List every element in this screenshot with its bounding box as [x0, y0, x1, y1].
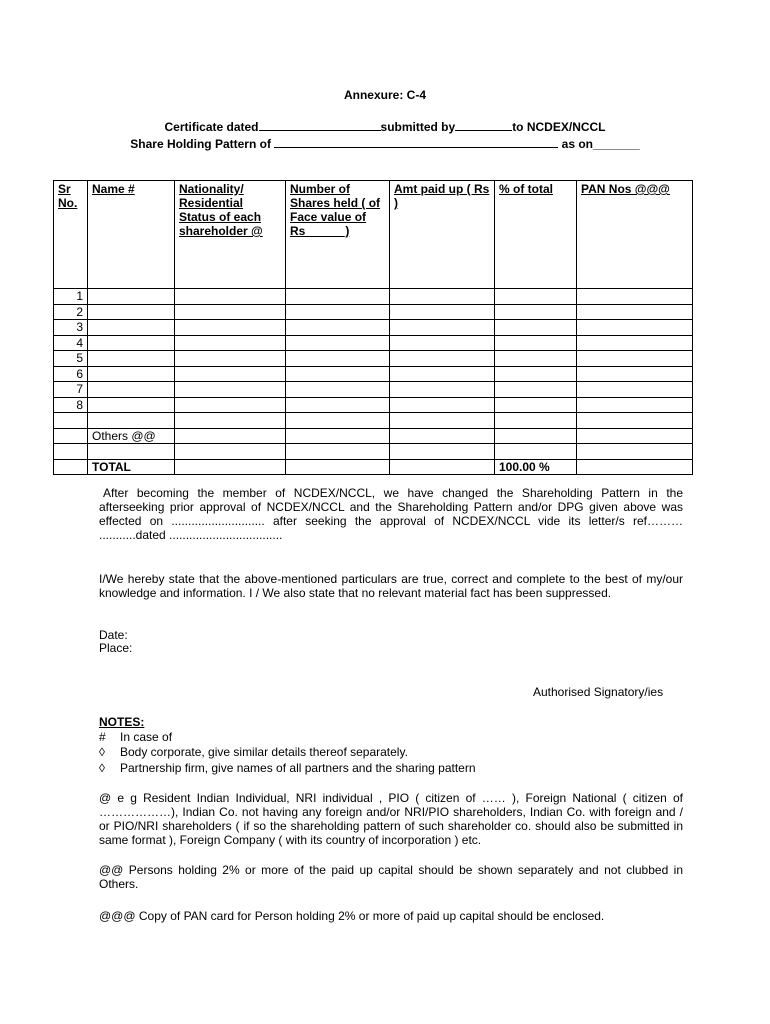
certificate-line: [0, 119, 770, 134]
shareholding-line: [0, 136, 770, 151]
shp-company-blank: [274, 136, 558, 148]
note-symbol: #: [99, 730, 106, 744]
row-number: 6: [54, 366, 88, 382]
col-header-shares-held: Number of Shares held ( of Face value of Rs______): [286, 181, 390, 289]
table-row-blank: [54, 413, 693, 429]
row-number: 2: [54, 304, 88, 320]
row-number: 7: [54, 382, 88, 398]
notes-heading: NOTES:: [99, 715, 145, 729]
note-text: Body corporate, give similar details thereof separately.: [120, 745, 408, 759]
date-label: Date:: [99, 628, 128, 642]
table-row-blank: [54, 444, 693, 460]
shp-suffix: as on_______: [561, 137, 640, 151]
table-row: [54, 335, 693, 351]
table-row: [54, 382, 693, 398]
row-number: 3: [54, 320, 88, 336]
col-header-nationality: Nationality/ Residential Status of each shareholder @: [175, 181, 286, 289]
row-number: 5: [54, 351, 88, 367]
place-label: Place:: [99, 641, 133, 655]
note-text: In case of: [120, 730, 173, 744]
authorised-signatory: Authorised Signatory/ies: [533, 685, 664, 699]
table-row: [54, 366, 693, 382]
cert-prefix: Certificate dated: [164, 120, 259, 134]
note-symbol: ◊: [99, 745, 105, 759]
row-number: 8: [54, 397, 88, 413]
table-row: [54, 304, 693, 320]
cert-date-blank: [259, 119, 381, 131]
note-symbol: ◊: [99, 761, 105, 775]
table-row-total: [54, 459, 693, 475]
change-paragraph: After becoming the member of NCDEX/NCCL, we have changed the Shareholding Pattern in the afterseeking prior approval of NCDEX/NCCL and the Shareholding Pattern and/or DPG given above was effected on ............................ after seeking the approval of NCDEX/NCCL vide its letter/s ref……… ...........dated ..................................: [99, 486, 683, 542]
table-row-others: [54, 428, 693, 444]
note-item: [99, 745, 683, 759]
table-row: [54, 289, 693, 305]
cert-suffix: to NCDEX/NCCL: [512, 120, 606, 134]
col-header-pan: PAN Nos @@@: [577, 181, 693, 289]
row-number: 1: [54, 289, 88, 305]
total-label: TOTAL: [88, 459, 175, 475]
declaration-paragraph: I/We hereby state that the above-mentioned particulars are true, correct and complete to the best of my/our knowledge and information. I / We also state that no relevant material fact has been suppressed.: [99, 572, 683, 600]
table-header-row: [54, 181, 693, 289]
document-title: Annexure: C-4: [343, 88, 426, 102]
note-atatat-paragraph: @@@ Copy of PAN card for Person holding 2% or more of paid up capital should be enclosed.: [99, 909, 605, 923]
others-label: Others @@: [88, 428, 175, 444]
col-header-pct-total: % of total: [495, 181, 577, 289]
table-row: [54, 397, 693, 413]
cert-mid: submitted by: [380, 120, 456, 134]
cert-submitter-blank: [455, 119, 512, 131]
note-text: Partnership firm, give names of all partners and the sharing pattern: [120, 761, 476, 775]
col-header-sr-no: Sr No.: [54, 181, 88, 289]
note-item: [99, 761, 683, 775]
table-row: [54, 320, 693, 336]
note-at-paragraph: @ e g Resident Indian Individual, NRI individual , PIO ( citizen of …… ), Foreign National ( citizen of ………………), Indian Co. not having any foreign and/or NRI/PIO shareholders, Indian Co. with foreign and / or PIO/NRI shareholders ( if so the shareholding pattern of such shareholder co. should also be submitted in same format ), Foreign Company ( with its country of incorporation ) etc.: [99, 791, 683, 847]
col-header-amt-paid: Amt paid up ( Rs ): [390, 181, 495, 289]
shareholding-table: [53, 180, 693, 475]
shp-prefix: Share Holding Pattern of: [130, 137, 271, 151]
col-header-name: Name #: [88, 181, 175, 289]
note-atat-paragraph: @@ Persons holding 2% or more of the paid up capital should be shown separately and not clubbed in Others.: [99, 863, 683, 891]
note-item: [99, 730, 683, 744]
total-percentage: 100.00 %: [495, 459, 577, 475]
row-number: 4: [54, 335, 88, 351]
table-row: [54, 351, 693, 367]
